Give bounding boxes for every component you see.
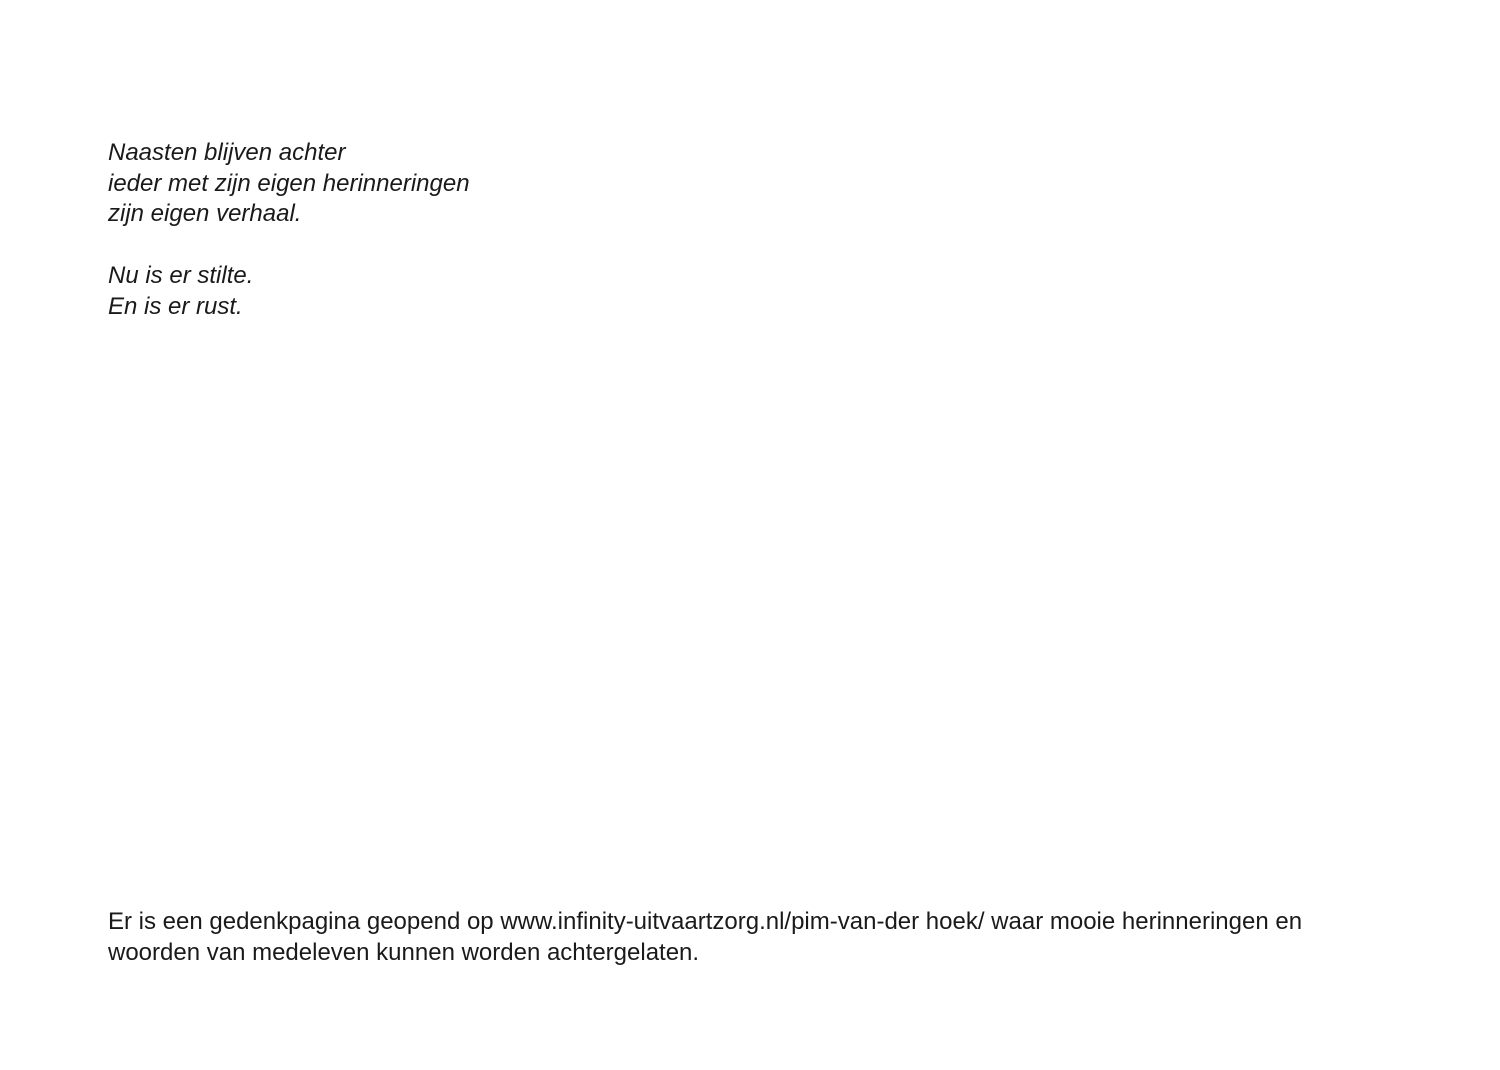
memorial-page-note	[108, 906, 1408, 968]
memorial-note-line-2: woorden van medeleven kunnen worden achtergelaten.	[108, 939, 700, 966]
poem-line: Naasten blijven achter	[108, 139, 346, 166]
poem-line: En is er rust.	[108, 292, 243, 320]
poem-line: ieder met zijn eigen herinneringen	[108, 169, 470, 197]
poem	[108, 138, 470, 322]
memorial-note-line-1: Er is een gedenkpagina geopend op www.infinity-uitvaartzorg.nl/pim-van-der hoek/ waar mooie herinneringen en	[108, 908, 1303, 935]
poem-stanza-1	[108, 138, 470, 230]
poem-stanza-2	[108, 261, 470, 322]
poem-line: zijn eigen verhaal.	[108, 200, 302, 228]
poem-line: Nu is er stilte.	[108, 261, 254, 289]
